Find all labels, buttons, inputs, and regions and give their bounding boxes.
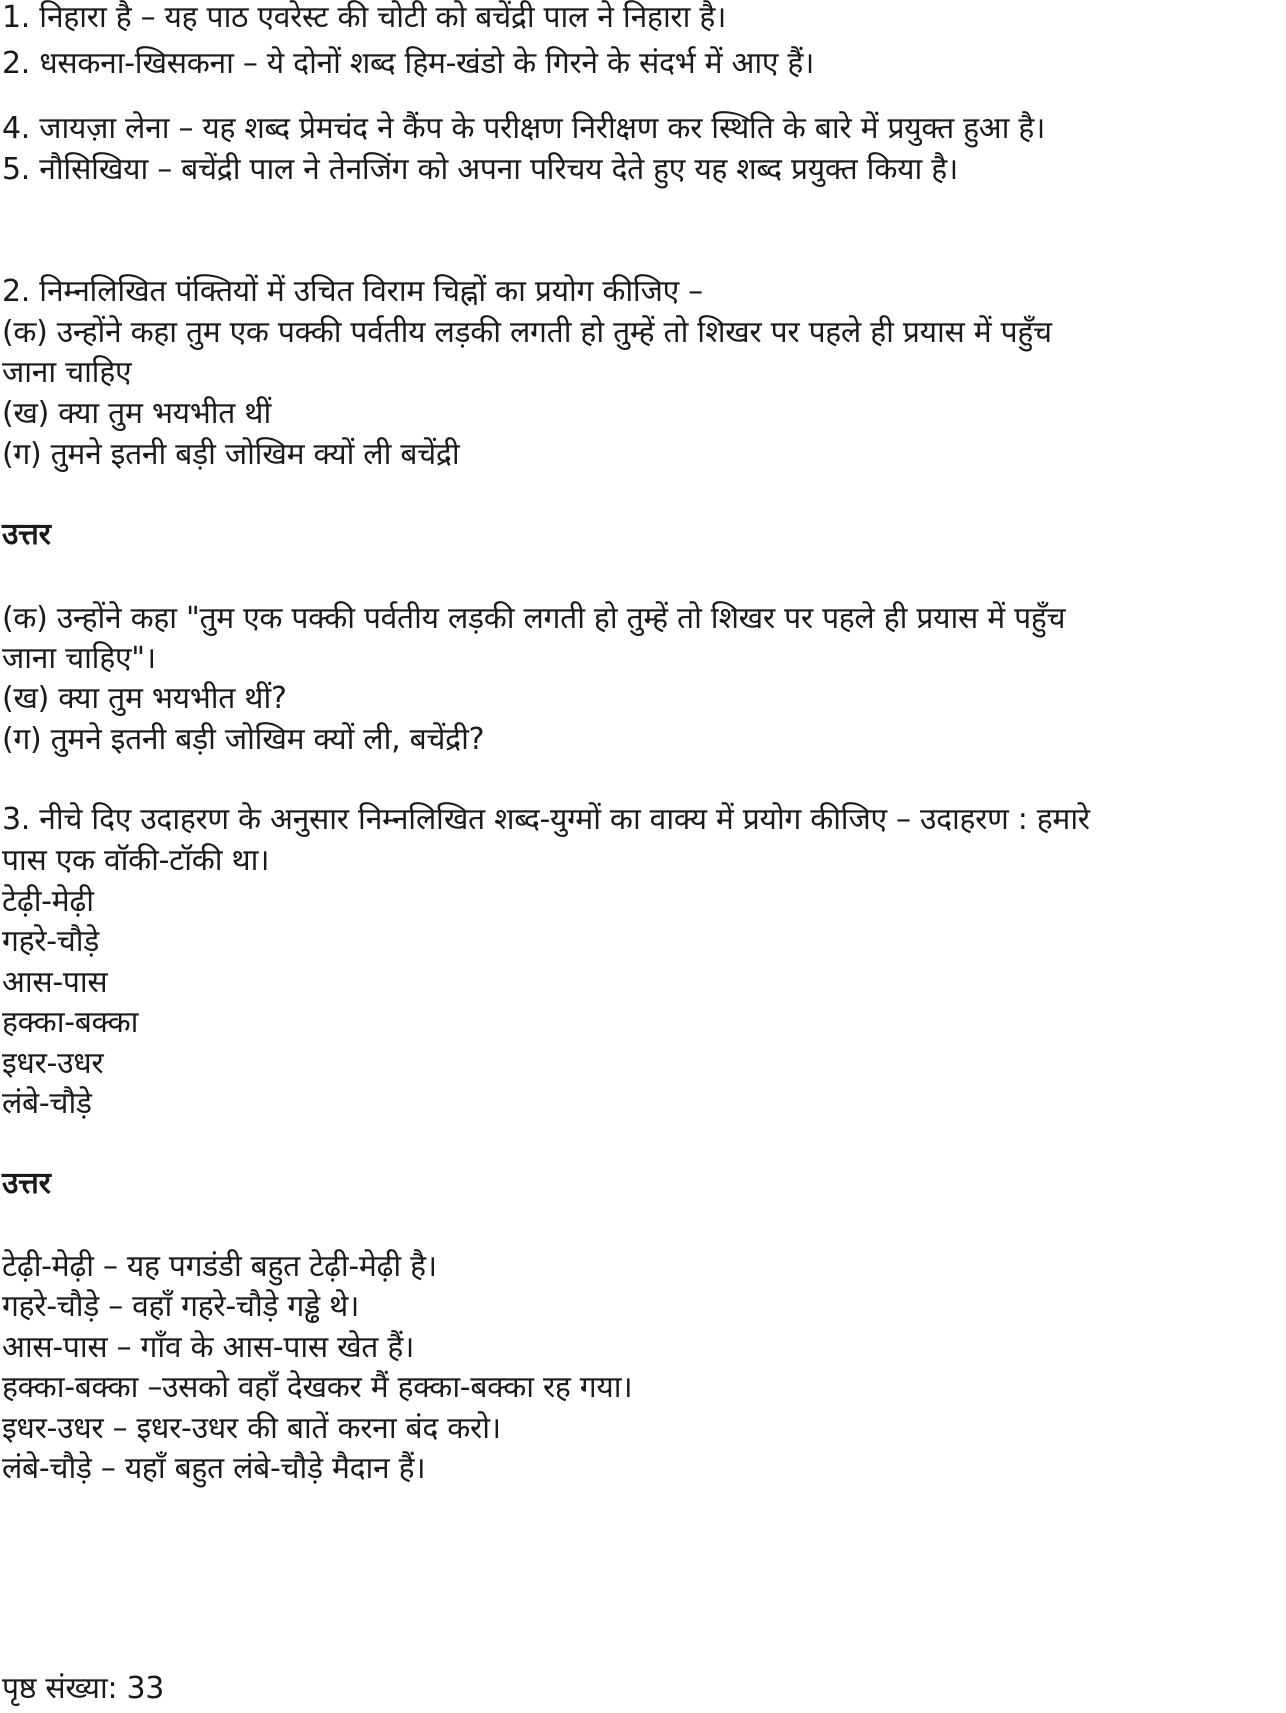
question-3-answer-4: हक्का-बक्का –उसको वहाँ देखकर मैं हक्का-बक्का रह गया। [2, 1370, 633, 1405]
question-2-answer-kha: (ख) क्या तुम भयभीत थीं? [2, 681, 287, 716]
question-2-line-ka: (क) उन्होंने कहा तुम एक पक्की पर्वतीय लड़की लगती हो तुम्हें तो शिखर पर पहले ही प्रयास में पहुँच [2, 315, 1052, 350]
question-3-answer-6: लंबे-चौड़े – यहाँ बहुत लंबे-चौड़े मैदान हैं। [2, 1451, 426, 1486]
question-3-answer-3: आस-पास – गाँव के आस-पास खेत हैं। [2, 1330, 415, 1365]
question-2-line-ka-cont: जाना चाहिए [2, 355, 132, 390]
word-pair-3: आस-पास [2, 965, 108, 1000]
question-3-answer-1: टेढ़ी-मेढ़ी – यह पगडंडी बहुत टेढ़ी-मेढ़ी है। [2, 1249, 437, 1284]
question-2-line-kha: (ख) क्या तुम भयभीत थीं [2, 396, 271, 431]
answer-line-4: 4. जायज़ा लेना – यह शब्द प्रेमचंद ने कैंप के परीक्षण निरीक्षण कर स्थिति के बारे में प्रयुक्त हुआ है। [2, 111, 1046, 146]
question-3-prompt: 3. नीचे दिए उदाहरण के अनुसार निम्नलिखित शब्द-युग्मों का वाक्य में प्रयोग कीजिए – उदाहरण : हमारे [2, 802, 1090, 837]
answer-line-2: 2. धसकना-खिसकना – ये दोनों शब्द हिम-खंडो के गिरने के संदर्भ में आए हैं। [2, 46, 815, 81]
word-pair-5: इधर-उधर [2, 1046, 104, 1081]
question-2-answer-ka-cont: जाना चाहिए"। [2, 641, 156, 676]
question-3-answer-5: इधर-उधर – इधर-उधर की बातें करना बंद करो। [2, 1411, 501, 1446]
answer-heading-2: उत्तर [2, 517, 51, 552]
question-3-answer-2: गहरे-चौड़े – वहाँ गहरे-चौड़े गड्ढे थे। [2, 1289, 360, 1324]
word-pair-4: हक्का-बक्का [2, 1005, 139, 1040]
answer-line-1: 1. निहारा है – यह पाठ एवरेस्ट की चोटी को बचेंद्री पाल ने निहारा है। [2, 0, 727, 35]
question-2-line-ga: (ग) तुमने इतनी बड़ी जोखिम क्यों ली बचेंद्री [2, 437, 460, 472]
question-2-prompt: 2. निम्नलिखित पंक्तियों में उचित विराम चिह्नों का प्रयोग कीजिए – [2, 274, 703, 309]
answer-heading-3: उत्तर [2, 1166, 51, 1201]
question-2-answer-ga: (ग) तुमने इतनी बड़ी जोखिम क्यों ली, बचेंद्री? [2, 722, 485, 757]
word-pair-1: टेढ़ी-मेढ़ी [2, 884, 94, 919]
word-pair-2: गहरे-चौड़े [2, 924, 99, 959]
question-2-answer-ka: (क) उन्होंने कहा "तुम एक पक्की पर्वतीय लड़की लगती हो तुम्हें तो शिखर पर पहले ही प्रयास में पहुँच [2, 601, 1066, 636]
word-pair-6: लंबे-चौड़े [2, 1086, 92, 1121]
answer-line-5: 5. नौसिखिया – बचेंद्री पाल ने तेनजिंग को अपना परिचय देते हुए यह शब्द प्रयुक्त किया है। [2, 152, 958, 187]
question-3-prompt-cont: पास एक वॉकी-टॉकी था। [2, 843, 270, 878]
page-number: पृष्ठ संख्या: 33 [2, 1671, 165, 1706]
